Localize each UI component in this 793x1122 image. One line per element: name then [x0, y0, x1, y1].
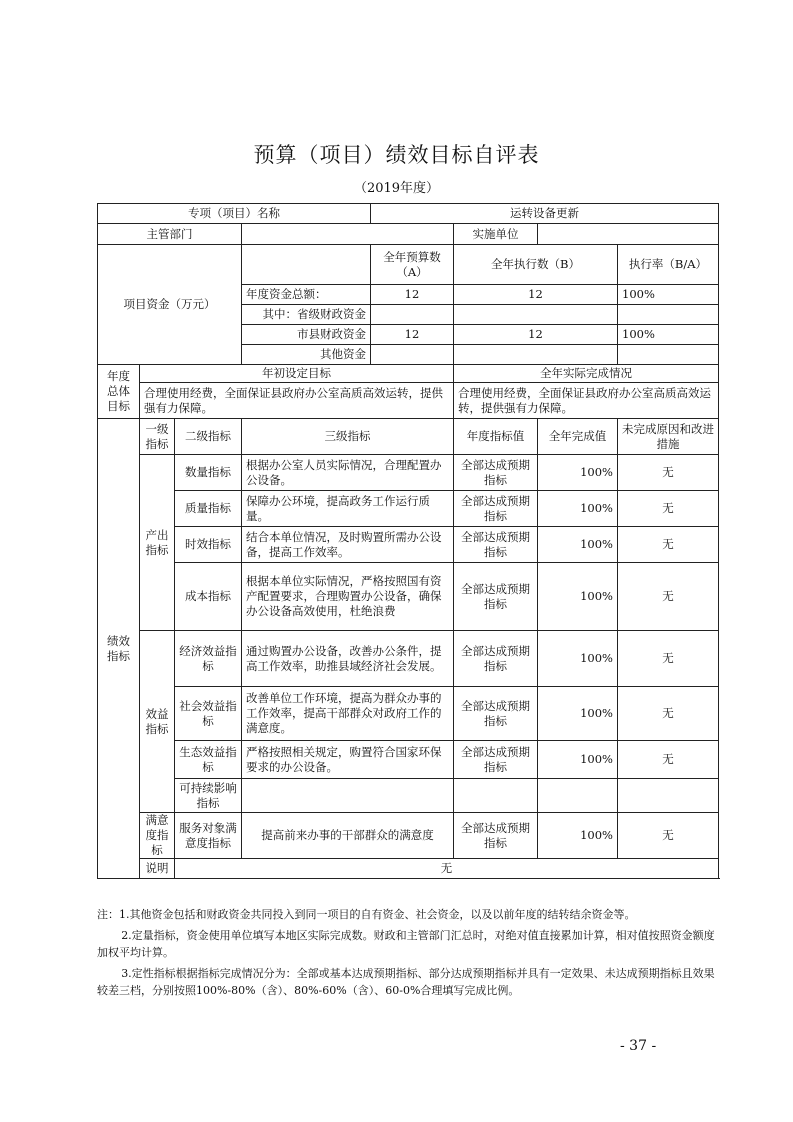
indicator-l3: 根据办公室人员实际情况，合理配置办公设备。: [242, 455, 454, 491]
indicator-row: [98, 527, 719, 563]
funds-col-exec: 全年执行数（B）: [454, 245, 618, 285]
impl-label: 实施单位: [454, 224, 538, 245]
indicator-l2: 经济效益指标: [175, 631, 242, 687]
indicator-target: [454, 779, 538, 813]
indicator-actual: 100%: [538, 527, 618, 563]
funds-header-row: [98, 245, 719, 285]
project-name-value: 运转设备更新: [371, 204, 719, 224]
indicator-reason: 无: [618, 491, 719, 527]
goals-header-row: [98, 365, 719, 383]
funds-row-label: 年度资金总额：: [242, 285, 371, 305]
indicator-actual: 100%: [538, 491, 618, 527]
funds-col-budget: 全年预算数（A）: [371, 245, 454, 285]
indicator-row: [98, 687, 719, 741]
dept-label: 主管部门: [98, 224, 242, 245]
indicator-row: [98, 631, 719, 687]
indicator-actual: 100%: [538, 455, 618, 491]
indicator-actual: 100%: [538, 813, 618, 859]
funds-row-budget: [371, 305, 454, 325]
goals-initial-header: 年初设定目标: [140, 365, 454, 383]
indicator-target: 全部达成预期指标: [454, 741, 538, 779]
indicator-l3: 根据本单位实际情况，严格按照国有资产配置要求，合理购置办公设备，确保办公设备高效使用，杜绝浪费: [242, 563, 454, 631]
indicator-l2: 服务对象满意度指标: [175, 813, 242, 859]
indicator-l3: 结合本单位情况，及时购置所需办公设备，提高工作效率。: [242, 527, 454, 563]
note-item: 注：1.其他资金包括和财政资金共同投入到同一项目的自有资金、社会资金，以及以前年度的结转结余资金等。: [97, 908, 636, 921]
indicator-l3: 提高前来办事的干部群众的满意度: [242, 813, 454, 859]
funds-row-budget: 12: [371, 285, 454, 305]
indicator-row: [98, 563, 719, 631]
funds-row-exec: 12: [454, 325, 618, 345]
funds-col-rate: 执行率（B/A）: [618, 245, 719, 285]
indicator-l3: 通过购置办公设备，改善办公条件，提高工作效率，助推县域经济社会发展。: [242, 631, 454, 687]
indicator-actual: [538, 779, 618, 813]
funds-row-rate: 100%: [618, 325, 719, 345]
remark-label: 说明: [140, 859, 175, 879]
benefit-label: 效益指标: [140, 631, 175, 813]
funds-header-blank: [242, 245, 371, 285]
dept-value: [242, 224, 454, 245]
funds-row-budget: 12: [371, 325, 454, 345]
indicator-row: [98, 779, 719, 813]
note-item: 2.定量指标，资金使用单位填写本地区实际完成数。财政和主管部门汇总时，对绝对值直接累加计算，相对值按照资金额度加权平均计算。: [97, 929, 715, 959]
goals-initial-text: 合理使用经费，全面保证县政府办公室高质高效运转，提供强有力保障。: [140, 383, 454, 419]
indicator-row: [98, 455, 719, 491]
indicator-row: [98, 813, 719, 859]
indicator-l3: 保障办公环境，提高政务工作运行质量。: [242, 491, 454, 527]
indicator-row: [98, 491, 719, 527]
indicator-target: 全部达成预期指标: [454, 631, 538, 687]
indicator-l2: 成本指标: [175, 563, 242, 631]
indicator-l2: 数量指标: [175, 455, 242, 491]
funds-row-label: 其他资金: [242, 345, 371, 365]
indicator-l2: 生态效益指标: [175, 741, 242, 779]
year-subtitle: （2019年度）: [353, 181, 440, 196]
indicator-actual: 100%: [538, 687, 618, 741]
header-l1: 一级指标: [140, 419, 175, 455]
funds-row-label: 其中：省级财政资金: [242, 305, 371, 325]
header-target: 年度指标值: [454, 419, 538, 455]
funds-row-exec: 12: [454, 285, 618, 305]
performance-table: [97, 203, 719, 879]
indicator-l2: 质量指标: [175, 491, 242, 527]
indicator-actual: 100%: [538, 741, 618, 779]
satisfaction-label: 满意度指标: [140, 813, 175, 859]
indicator-actual: 100%: [538, 631, 618, 687]
funds-row-budget: [371, 345, 454, 365]
indicator-reason: 无: [618, 631, 719, 687]
indicator-row: [98, 741, 719, 779]
indicator-target: 全部达成预期指标: [454, 813, 538, 859]
indicator-l2: 可持续影响指标: [175, 779, 242, 813]
perf-label: 绩效指标: [98, 419, 140, 879]
goals-actual-header: 全年实际完成情况: [454, 365, 719, 383]
notes: [97, 906, 718, 1003]
output-label: 产出指标: [140, 455, 175, 631]
indicator-target: 全部达成预期指标: [454, 455, 538, 491]
remark-value: 无: [175, 859, 719, 879]
header-l3: 三级指标: [242, 419, 454, 455]
indicator-l3: [242, 779, 454, 813]
indicator-l2: 社会效益指标: [175, 687, 242, 741]
funds-row-rate: [618, 345, 719, 365]
funds-label: 项目资金（万元）: [98, 245, 242, 365]
header-actual: 全年完成值: [538, 419, 618, 455]
page-title: 预算（项目）绩效目标自评表: [253, 143, 540, 167]
dept-row: [98, 224, 719, 245]
indicator-actual: 100%: [538, 563, 618, 631]
indicator-l3: 严格按照相关规定，购置符合国家环保要求的办公设备。: [242, 741, 454, 779]
indicator-target: 全部达成预期指标: [454, 527, 538, 563]
indicator-target: 全部达成预期指标: [454, 491, 538, 527]
indicator-l3: 改善单位工作环境，提高为群众办事的工作效率，提高干部群众对政府工作的满意度。: [242, 687, 454, 741]
indicator-reason: 无: [618, 563, 719, 631]
indicator-reason: 无: [618, 687, 719, 741]
project-name-label: 专项（项目）名称: [98, 204, 371, 224]
indicator-l2: 时效指标: [175, 527, 242, 563]
indicator-target: 全部达成预期指标: [454, 563, 538, 631]
goals-text-row: [98, 383, 719, 419]
perf-header-row: [98, 419, 719, 455]
indicator-reason: 无: [618, 741, 719, 779]
goals-label: 年度总体目标: [98, 365, 140, 419]
project-name-row: [98, 204, 719, 224]
indicator-target: 全部达成预期指标: [454, 687, 538, 741]
funds-row-exec: [454, 305, 618, 325]
impl-value: [538, 224, 719, 245]
funds-row-rate: 100%: [618, 285, 719, 305]
funds-row-label: 市县财政资金: [242, 325, 371, 345]
indicator-reason: [618, 779, 719, 813]
indicator-reason: 无: [618, 455, 719, 491]
indicator-reason: 无: [618, 527, 719, 563]
header-reason: 未完成原因和改进措施: [618, 419, 719, 455]
funds-row-exec: [454, 345, 618, 365]
indicator-reason: 无: [618, 813, 719, 859]
funds-row-rate: [618, 305, 719, 325]
remark-row: [98, 859, 719, 879]
goals-actual-text: 合理使用经费，全面保证县政府办公室高质高效运转，提供强有力保障。: [454, 383, 719, 419]
note-item: 3.定性指标根据指标完成情况分为：全部或基本达成预期指标、部分达成预期指标并具有一定效果、未达成预期指标且效果较差三档，分别按照100%-80%（含）、80%-60%（含）、60-0%合理填写完成比例。: [97, 967, 715, 997]
page-number: - 37 -: [620, 1038, 657, 1054]
header-l2: 二级指标: [175, 419, 242, 455]
